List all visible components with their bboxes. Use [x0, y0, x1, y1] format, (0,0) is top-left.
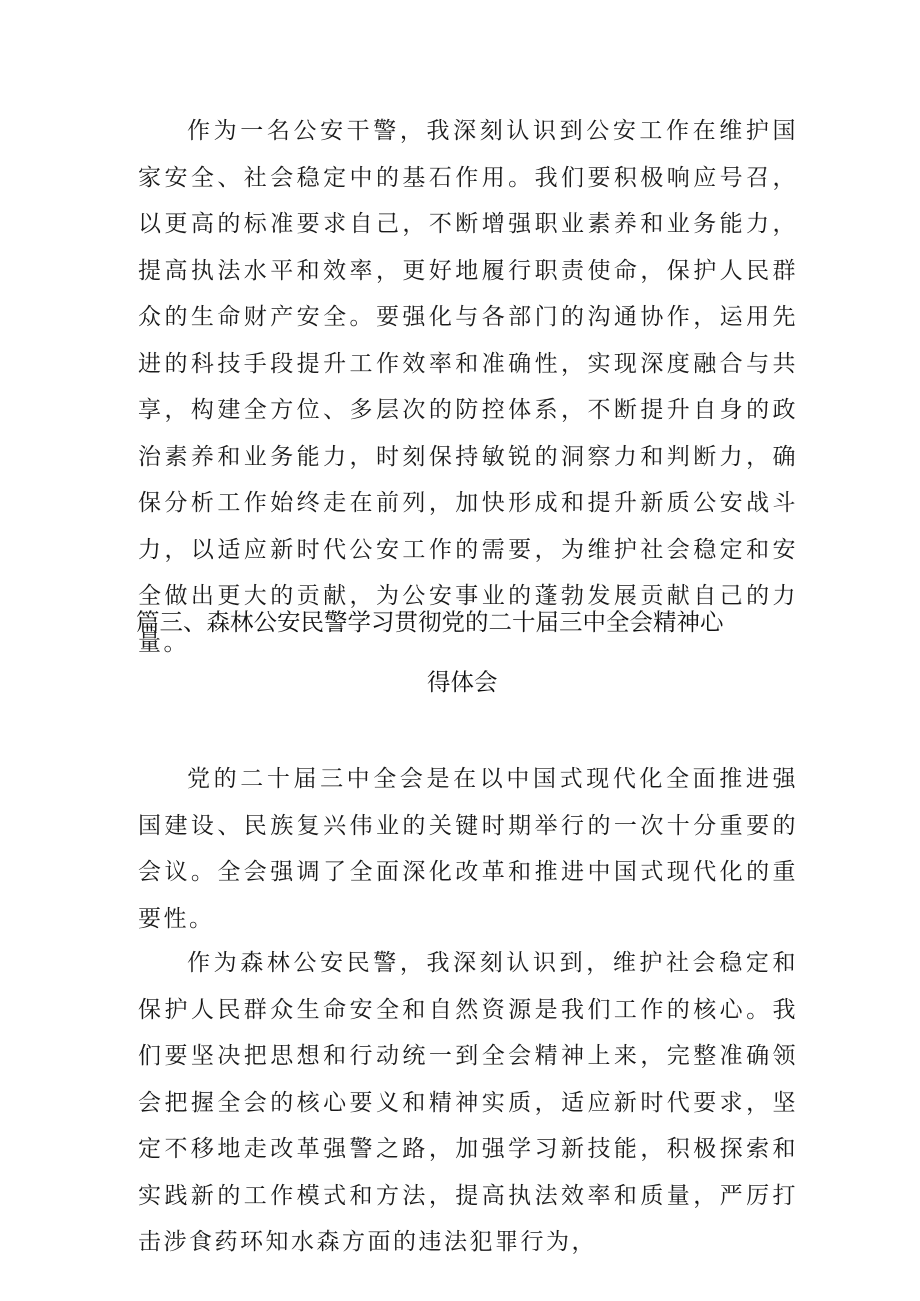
- body-paragraph-3: 作为森林公安民警，我深刻认识到，维护社会稳定和保护人民群众生命安全和自然资源是我们工作的核心。我们要坚决把思想和行动统一到全会精神上来，完整准确领会把握全会的核心要义和精神实质，适应新时代要求，坚定不移地走改革强警之路，加强学习新技能，积极探索和实践新的工作模式和方法，提高执法效率和质量，严厉打击涉食药环知水森方面的违法犯罪行为，: [138, 950, 798, 1255]
- body-paragraph-2: 党的二十届三中全会是在以中国式现代化全面推进强国建设、民族复兴伟业的关键时期举行的一次十分重要的会议。全会强调了全面深化改革和推进中国式现代化的重要性。: [138, 766, 798, 932]
- section-heading: [136, 606, 796, 706]
- section-heading-line-2: 得体会: [427, 668, 498, 696]
- section-heading-line-1: 篇三、森林公安民警学习贯彻党的二十届三中全会精神心: [136, 608, 724, 636]
- body-paragraph-1: 作为一名公安干警，我深刻认识到公安工作在维护国家安全、社会稳定中的基石作用。我们要积极响应号召，以更高的标准要求自己，不断增强职业素养和业务能力，提高执法水平和效率，更好地履行职责使命，保护人民群众的生命财产安全。要强化与各部门的沟通协作，运用先进的科技手段提升工作效率和准确性，实现深度融合与共享，构建全方位、多层次的防控体系，不断提升自身的政治素养和业务能力，时刻保持敏锐的洞察力和判断力，确保分析工作始终走在前列，加快形成和提升新质公安战斗力，以适应新时代公安工作的需要，为维护社会稳定和安全做出更大的贡献，为公安事业的蓬勃发展贡献自己的力量。: [138, 118, 798, 656]
